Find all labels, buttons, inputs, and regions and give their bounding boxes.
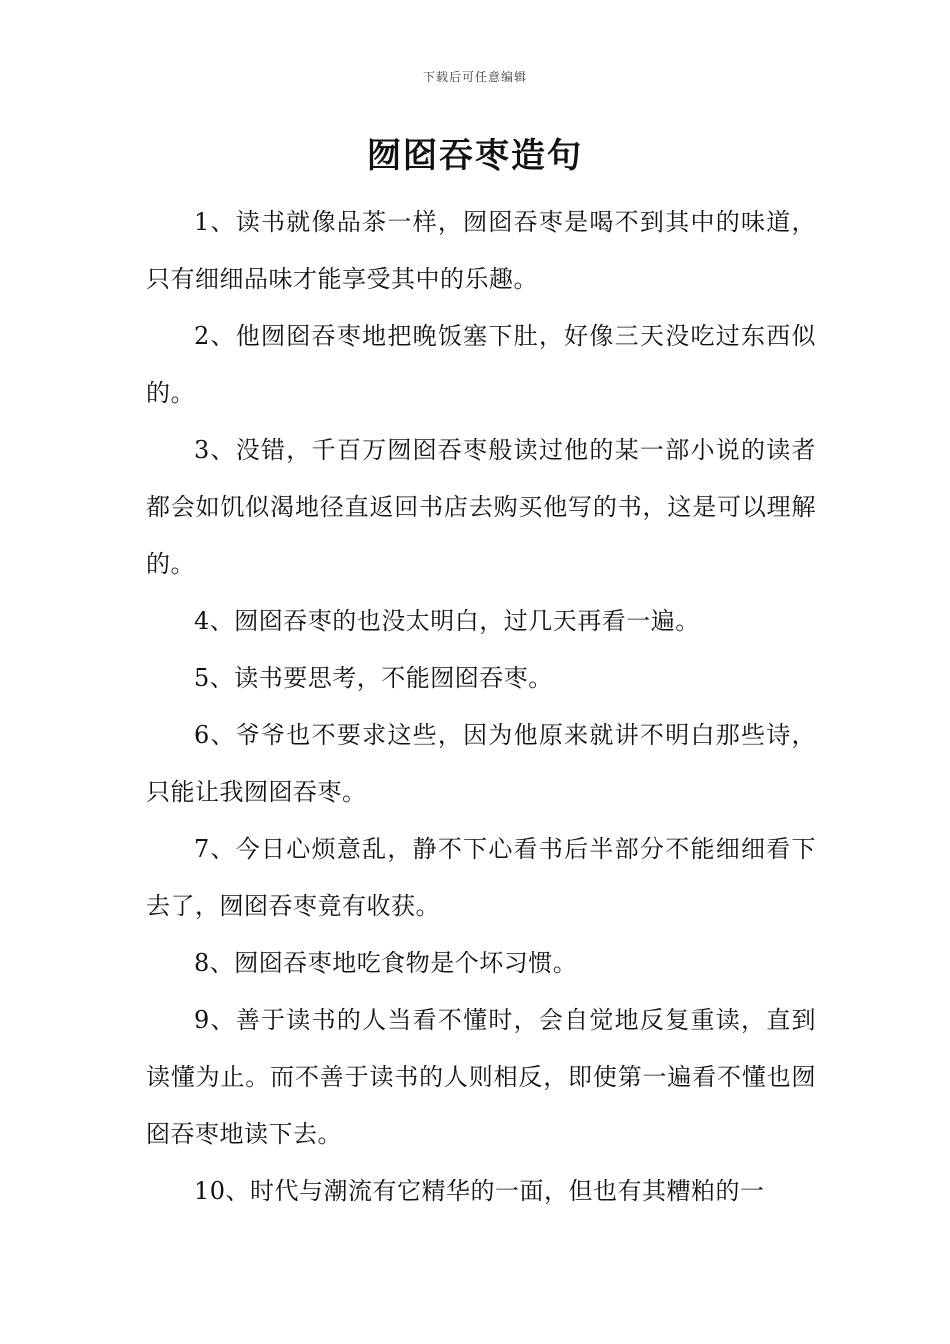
paragraph-8: 8、囫囵吞枣地吃食物是个坏习惯。 [194, 949, 578, 977]
paragraph-5: 5、读书要思考，不能囫囵吞枣。 [194, 664, 553, 692]
document-body [146, 194, 816, 1220]
paragraph-6: 6、爷爷也不要求这些，因为他原来就讲不明白那些诗，只能让我囫囵吞枣。 [146, 721, 816, 806]
paragraph-7: 7、今日心烦意乱，静不下心看书后半部分不能细细看下去了，囫囵吞枣竟有收获。 [146, 835, 816, 920]
paragraph-3: 3、没错，千百万囫囵吞枣般读过他的某一部小说的读者都会如饥似渴地径直返回书店去购买他写的书，这是可以理解的。 [146, 436, 816, 578]
paragraph-10: 10、时代与潮流有它精华的一面，但也有其糟粕的一 [194, 1177, 765, 1205]
document-title: 囫囵吞枣造句 [367, 136, 583, 176]
paragraph-4: 4、囫囵吞枣的也没太明白，过几天再看一遍。 [194, 607, 700, 635]
paragraph-1: 1、读书就像品茶一样，囫囵吞枣是喝不到其中的味道，只有细细品味才能享受其中的乐趣。 [146, 208, 816, 293]
paragraph-2: 2、他囫囵吞枣地把晚饭塞下肚，好像三天没吃过东西似的。 [146, 322, 816, 407]
header-note: 下载后可任意编辑 [422, 70, 527, 84]
paragraph-9: 9、善于读书的人当看不懂时，会自觉地反复重读，直到读懂为止。而不善于读书的人则相反，即使第一遍看不懂也囫囵吞枣地读下去。 [146, 1006, 816, 1148]
